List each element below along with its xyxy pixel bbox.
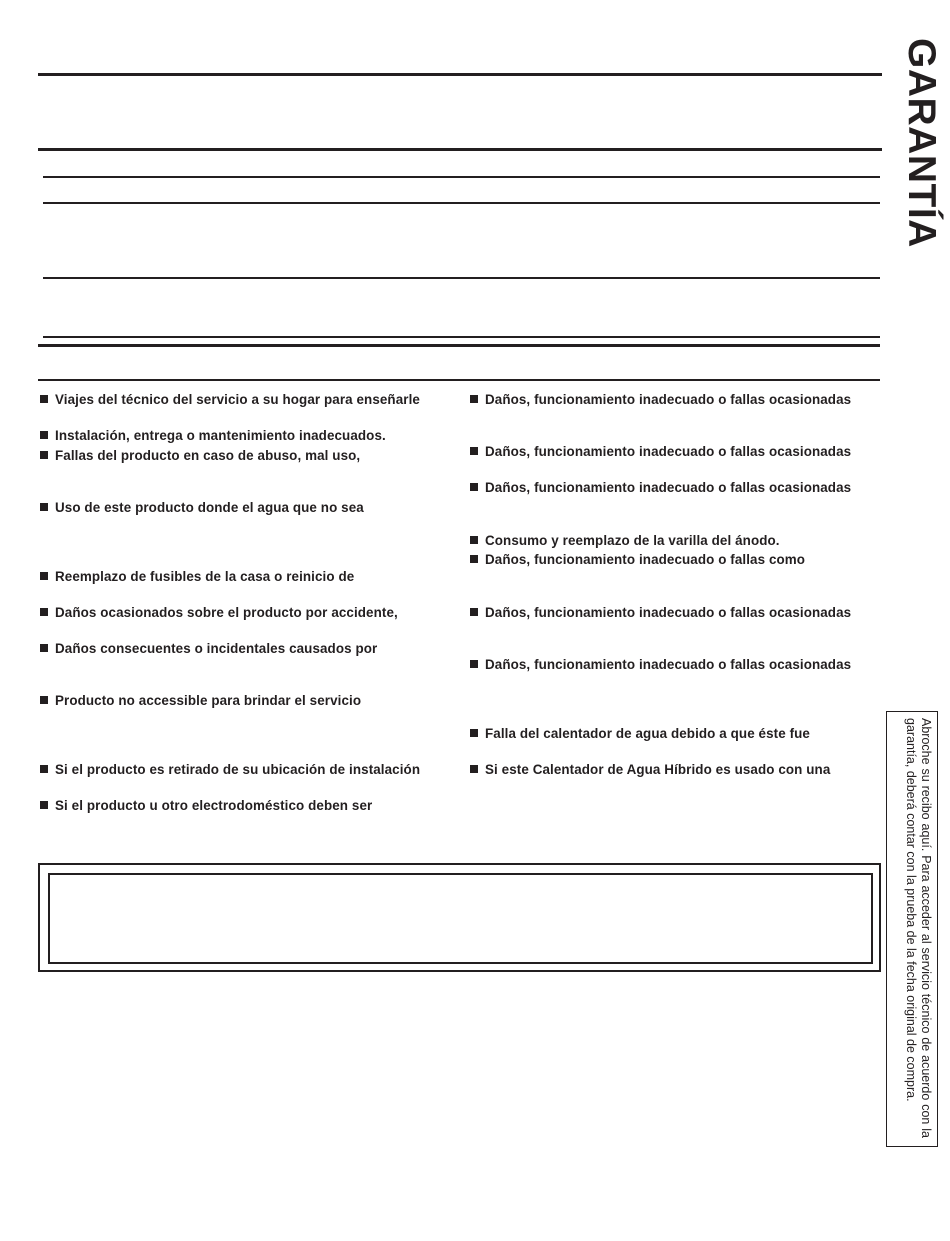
- exclusion-left-3: Fallas del producto en caso de abuso, mal uso,: [40, 448, 360, 464]
- bullet-icon: [470, 729, 478, 737]
- bullet-icon: [40, 395, 48, 403]
- exclusion-left-5: Reemplazo de fusibles de la casa o reinicio de: [40, 569, 354, 585]
- bullet-icon: [470, 765, 478, 773]
- bullet-icon: [40, 431, 48, 439]
- table-rule-3: [43, 277, 880, 279]
- bullet-icon: [40, 503, 48, 511]
- bullet-icon: [40, 765, 48, 773]
- exclusion-left-10: Si el producto u otro electrodoméstico deben ser: [40, 798, 372, 814]
- exclusion-right-3: Daños, funcionamiento inadecuado o fallas ocasionadas: [470, 480, 851, 496]
- side-title: [893, 36, 950, 248]
- exclusion-right-7: Daños, funcionamiento inadecuado o fallas ocasionadas: [470, 657, 851, 673]
- exclusion-right-4: Consumo y reemplazo de la varilla del ánodo.: [470, 533, 780, 549]
- bullet-icon: [40, 801, 48, 809]
- exclusions-rule: [38, 379, 880, 381]
- section-rule-2: [38, 344, 880, 347]
- table-rule-1: [43, 176, 880, 178]
- exclusion-left-4: Uso de este producto donde el agua que no sea: [40, 500, 364, 516]
- bullet-icon: [470, 483, 478, 491]
- bullet-icon: [40, 451, 48, 459]
- section-rule-1: [38, 148, 882, 151]
- notice-box-inner: [48, 873, 873, 964]
- table-rule-2: [43, 202, 880, 204]
- bullet-icon: [40, 696, 48, 704]
- bullet-icon: [40, 644, 48, 652]
- table-rule-4: [43, 336, 880, 338]
- bullet-icon: [470, 395, 478, 403]
- side-title-text: GARANTÍA: [900, 38, 943, 248]
- receipt-note: Abroche su recibo aquí. Para acceder al servicio técnico de acuerdo con la garantía, deberá contar con la prueba de la fecha original de compra.: [904, 718, 933, 1138]
- exclusion-right-6: Daños, funcionamiento inadecuado o fallas ocasionadas: [470, 605, 851, 621]
- exclusion-left-6: Daños ocasionados sobre el producto por accidente,: [40, 605, 398, 621]
- bullet-icon: [40, 572, 48, 580]
- bullet-icon: [470, 555, 478, 563]
- exclusion-left-2: Instalación, entrega o mantenimiento inadecuados.: [40, 428, 386, 444]
- exclusion-right-1: Daños, funcionamiento inadecuado o fallas ocasionadas: [470, 392, 851, 408]
- exclusion-left-8: Producto no accessible para brindar el servicio: [40, 693, 361, 709]
- bullet-icon: [470, 447, 478, 455]
- exclusion-left-1: Viajes del técnico del servicio a su hogar para enseñarle: [40, 392, 420, 408]
- bullet-icon: [470, 608, 478, 616]
- bullet-icon: [470, 660, 478, 668]
- exclusion-right-9: Si este Calentador de Agua Híbrido es usado con una: [470, 762, 830, 778]
- receipt-staple-area: [886, 711, 938, 1147]
- exclusion-left-7: Daños consecuentes o incidentales causados por: [40, 641, 377, 657]
- exclusion-right-5: Daños, funcionamiento inadecuado o fallas como: [470, 552, 805, 568]
- exclusion-right-2: Daños, funcionamiento inadecuado o fallas ocasionadas: [470, 444, 851, 460]
- top-rule: [38, 73, 882, 76]
- exclusion-left-9: Si el producto es retirado de su ubicación de instalación: [40, 762, 420, 778]
- bullet-icon: [470, 536, 478, 544]
- bullet-icon: [40, 608, 48, 616]
- exclusion-right-8: Falla del calentador de agua debido a que éste fue: [470, 726, 810, 742]
